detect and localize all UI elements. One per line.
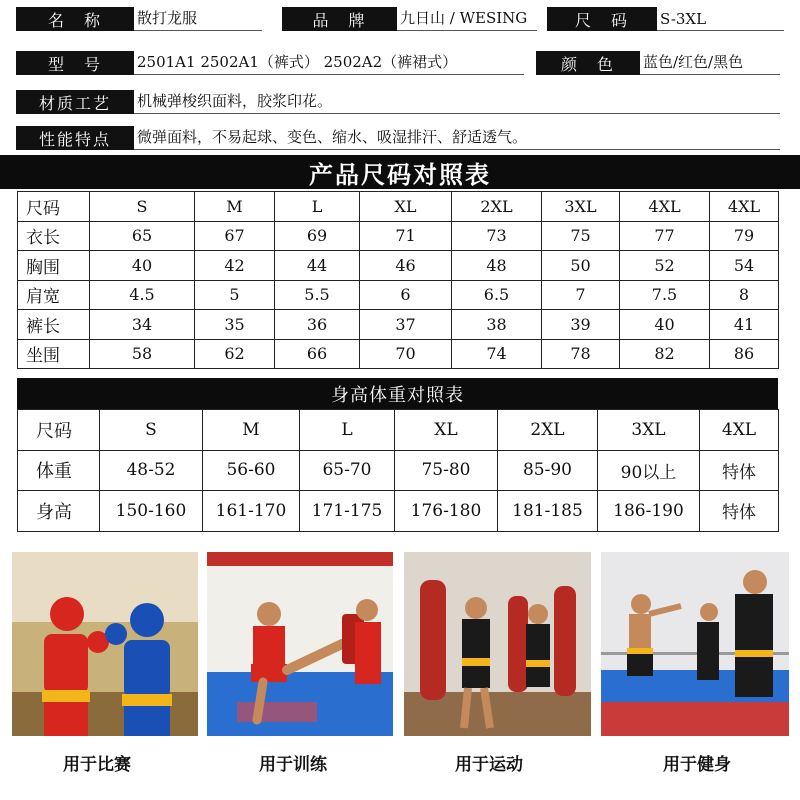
table-cell: 44	[275, 251, 360, 281]
hw-header-cell: 尺码	[18, 410, 100, 451]
table-cell: 41	[710, 310, 779, 340]
table-cell: 176-180	[395, 491, 498, 532]
size-header-cell: 2XL	[452, 192, 542, 222]
photo-caption-competition: 用于比赛	[63, 755, 131, 775]
table-cell: 66	[275, 339, 360, 369]
size-header-cell: L	[275, 192, 360, 222]
material-label: 材质工艺	[16, 90, 134, 114]
hw-header-cell: XL	[395, 410, 498, 451]
table-cell: 5.5	[275, 280, 360, 310]
info-row-material	[16, 90, 780, 114]
photo-caption-sport: 用于运动	[455, 755, 523, 775]
photo-competition	[12, 552, 198, 736]
table-row	[18, 280, 779, 310]
brand-label: 品 牌	[282, 7, 397, 31]
table-row	[18, 310, 779, 340]
info-row-feature	[16, 126, 780, 150]
table-cell: 56-60	[203, 450, 300, 491]
table-cell: 34	[90, 310, 195, 340]
size-table-title: 产品尺码对照表	[309, 160, 491, 189]
table-cell: 75	[542, 221, 620, 251]
info-row-name	[16, 7, 784, 31]
table-cell: 82	[620, 339, 710, 369]
size-table	[17, 191, 779, 369]
table-cell: 7	[542, 280, 620, 310]
size-header-cell: 4XL	[620, 192, 710, 222]
row-label: 肩宽	[18, 280, 90, 310]
size-header-cell: S	[90, 192, 195, 222]
table-cell: 36	[275, 310, 360, 340]
table-cell: 150-160	[100, 491, 203, 532]
table-cell: 70	[360, 339, 452, 369]
table-cell: 58	[90, 339, 195, 369]
table-cell: 38	[452, 310, 542, 340]
table-cell: 48	[452, 251, 542, 281]
hw-table-title-bar	[17, 378, 778, 409]
name-label: 名 称	[16, 7, 134, 31]
table-cell: 8	[710, 280, 779, 310]
hw-header-cell: 3XL	[598, 410, 700, 451]
model-value: 2501A1 2502A1（裤式） 2502A2（裤裙式）	[134, 51, 524, 75]
size-header-cell: 3XL	[542, 192, 620, 222]
table-cell: 6.5	[452, 280, 542, 310]
table-cell: 39	[542, 310, 620, 340]
row-label: 身高	[18, 491, 100, 532]
table-cell: 67	[195, 221, 275, 251]
feature-label: 性能特点	[16, 126, 134, 150]
material-value: 机械弹梭织面料，胶浆印花。	[134, 90, 780, 114]
hw-header-cell: 2XL	[498, 410, 598, 451]
table-cell: 77	[620, 221, 710, 251]
table-cell: 71	[360, 221, 452, 251]
table-cell: 52	[620, 251, 710, 281]
table-row	[18, 450, 779, 491]
table-row	[18, 491, 779, 532]
size-label: 尺 码	[547, 7, 657, 31]
table-cell: 特体	[700, 450, 779, 491]
size-table-header	[18, 192, 779, 222]
photo-fitness	[601, 552, 789, 736]
table-cell: 40	[90, 251, 195, 281]
row-label: 裤长	[18, 310, 90, 340]
table-cell: 186-190	[598, 491, 700, 532]
table-cell: 171-175	[300, 491, 395, 532]
photo-training	[207, 552, 393, 736]
row-label: 胸围	[18, 251, 90, 281]
photo-caption-training: 用于训练	[259, 755, 327, 775]
table-cell: 78	[542, 339, 620, 369]
table-cell: 7.5	[620, 280, 710, 310]
info-row-model	[16, 51, 780, 75]
table-cell: 42	[195, 251, 275, 281]
table-cell: 4.5	[90, 280, 195, 310]
table-cell: 6	[360, 280, 452, 310]
color-value: 蓝色/红色/黑色	[640, 51, 780, 75]
size-header-cell: 尺码	[18, 192, 90, 222]
photo-sport	[404, 552, 591, 736]
table-cell: 5	[195, 280, 275, 310]
table-row	[18, 251, 779, 281]
table-cell: 86	[710, 339, 779, 369]
table-cell: 181-185	[498, 491, 598, 532]
table-cell: 62	[195, 339, 275, 369]
row-label: 坐围	[18, 339, 90, 369]
size-header-cell: M	[195, 192, 275, 222]
size-header-cell: 4XL	[710, 192, 779, 222]
table-cell: 37	[360, 310, 452, 340]
table-cell: 65-70	[300, 450, 395, 491]
table-row	[18, 339, 779, 369]
hw-header-cell: M	[203, 410, 300, 451]
feature-value: 微弹面料，不易起球、变色、缩水、吸湿排汗、舒适透气。	[134, 126, 780, 150]
table-cell: 46	[360, 251, 452, 281]
row-label: 衣长	[18, 221, 90, 251]
table-cell: 90以上	[598, 450, 700, 491]
model-label: 型 号	[16, 51, 134, 75]
table-cell: 48-52	[100, 450, 203, 491]
table-cell: 35	[195, 310, 275, 340]
hw-table-header	[18, 410, 779, 451]
size-value: S-3XL	[657, 7, 784, 31]
table-cell: 40	[620, 310, 710, 340]
table-cell: 50	[542, 251, 620, 281]
hw-table-title: 身高体重对照表	[331, 384, 464, 406]
brand-value: 九日山 / WESING	[397, 7, 537, 31]
table-cell: 特体	[700, 491, 779, 532]
photo-caption-fitness: 用于健身	[663, 755, 731, 775]
table-cell: 54	[710, 251, 779, 281]
size-header-cell: XL	[360, 192, 452, 222]
row-label: 体重	[18, 450, 100, 491]
hw-header-cell: S	[100, 410, 203, 451]
table-row	[18, 221, 779, 251]
color-label: 颜 色	[536, 51, 640, 75]
table-cell: 65	[90, 221, 195, 251]
hw-header-cell: L	[300, 410, 395, 451]
table-cell: 74	[452, 339, 542, 369]
table-cell: 85-90	[498, 450, 598, 491]
table-cell: 79	[710, 221, 779, 251]
name-value: 散打龙服	[134, 7, 262, 31]
table-cell: 73	[452, 221, 542, 251]
hw-header-cell: 4XL	[700, 410, 779, 451]
height-weight-table	[17, 409, 779, 532]
table-cell: 69	[275, 221, 360, 251]
table-cell: 75-80	[395, 450, 498, 491]
size-table-title-bar	[0, 155, 800, 189]
table-cell: 161-170	[203, 491, 300, 532]
